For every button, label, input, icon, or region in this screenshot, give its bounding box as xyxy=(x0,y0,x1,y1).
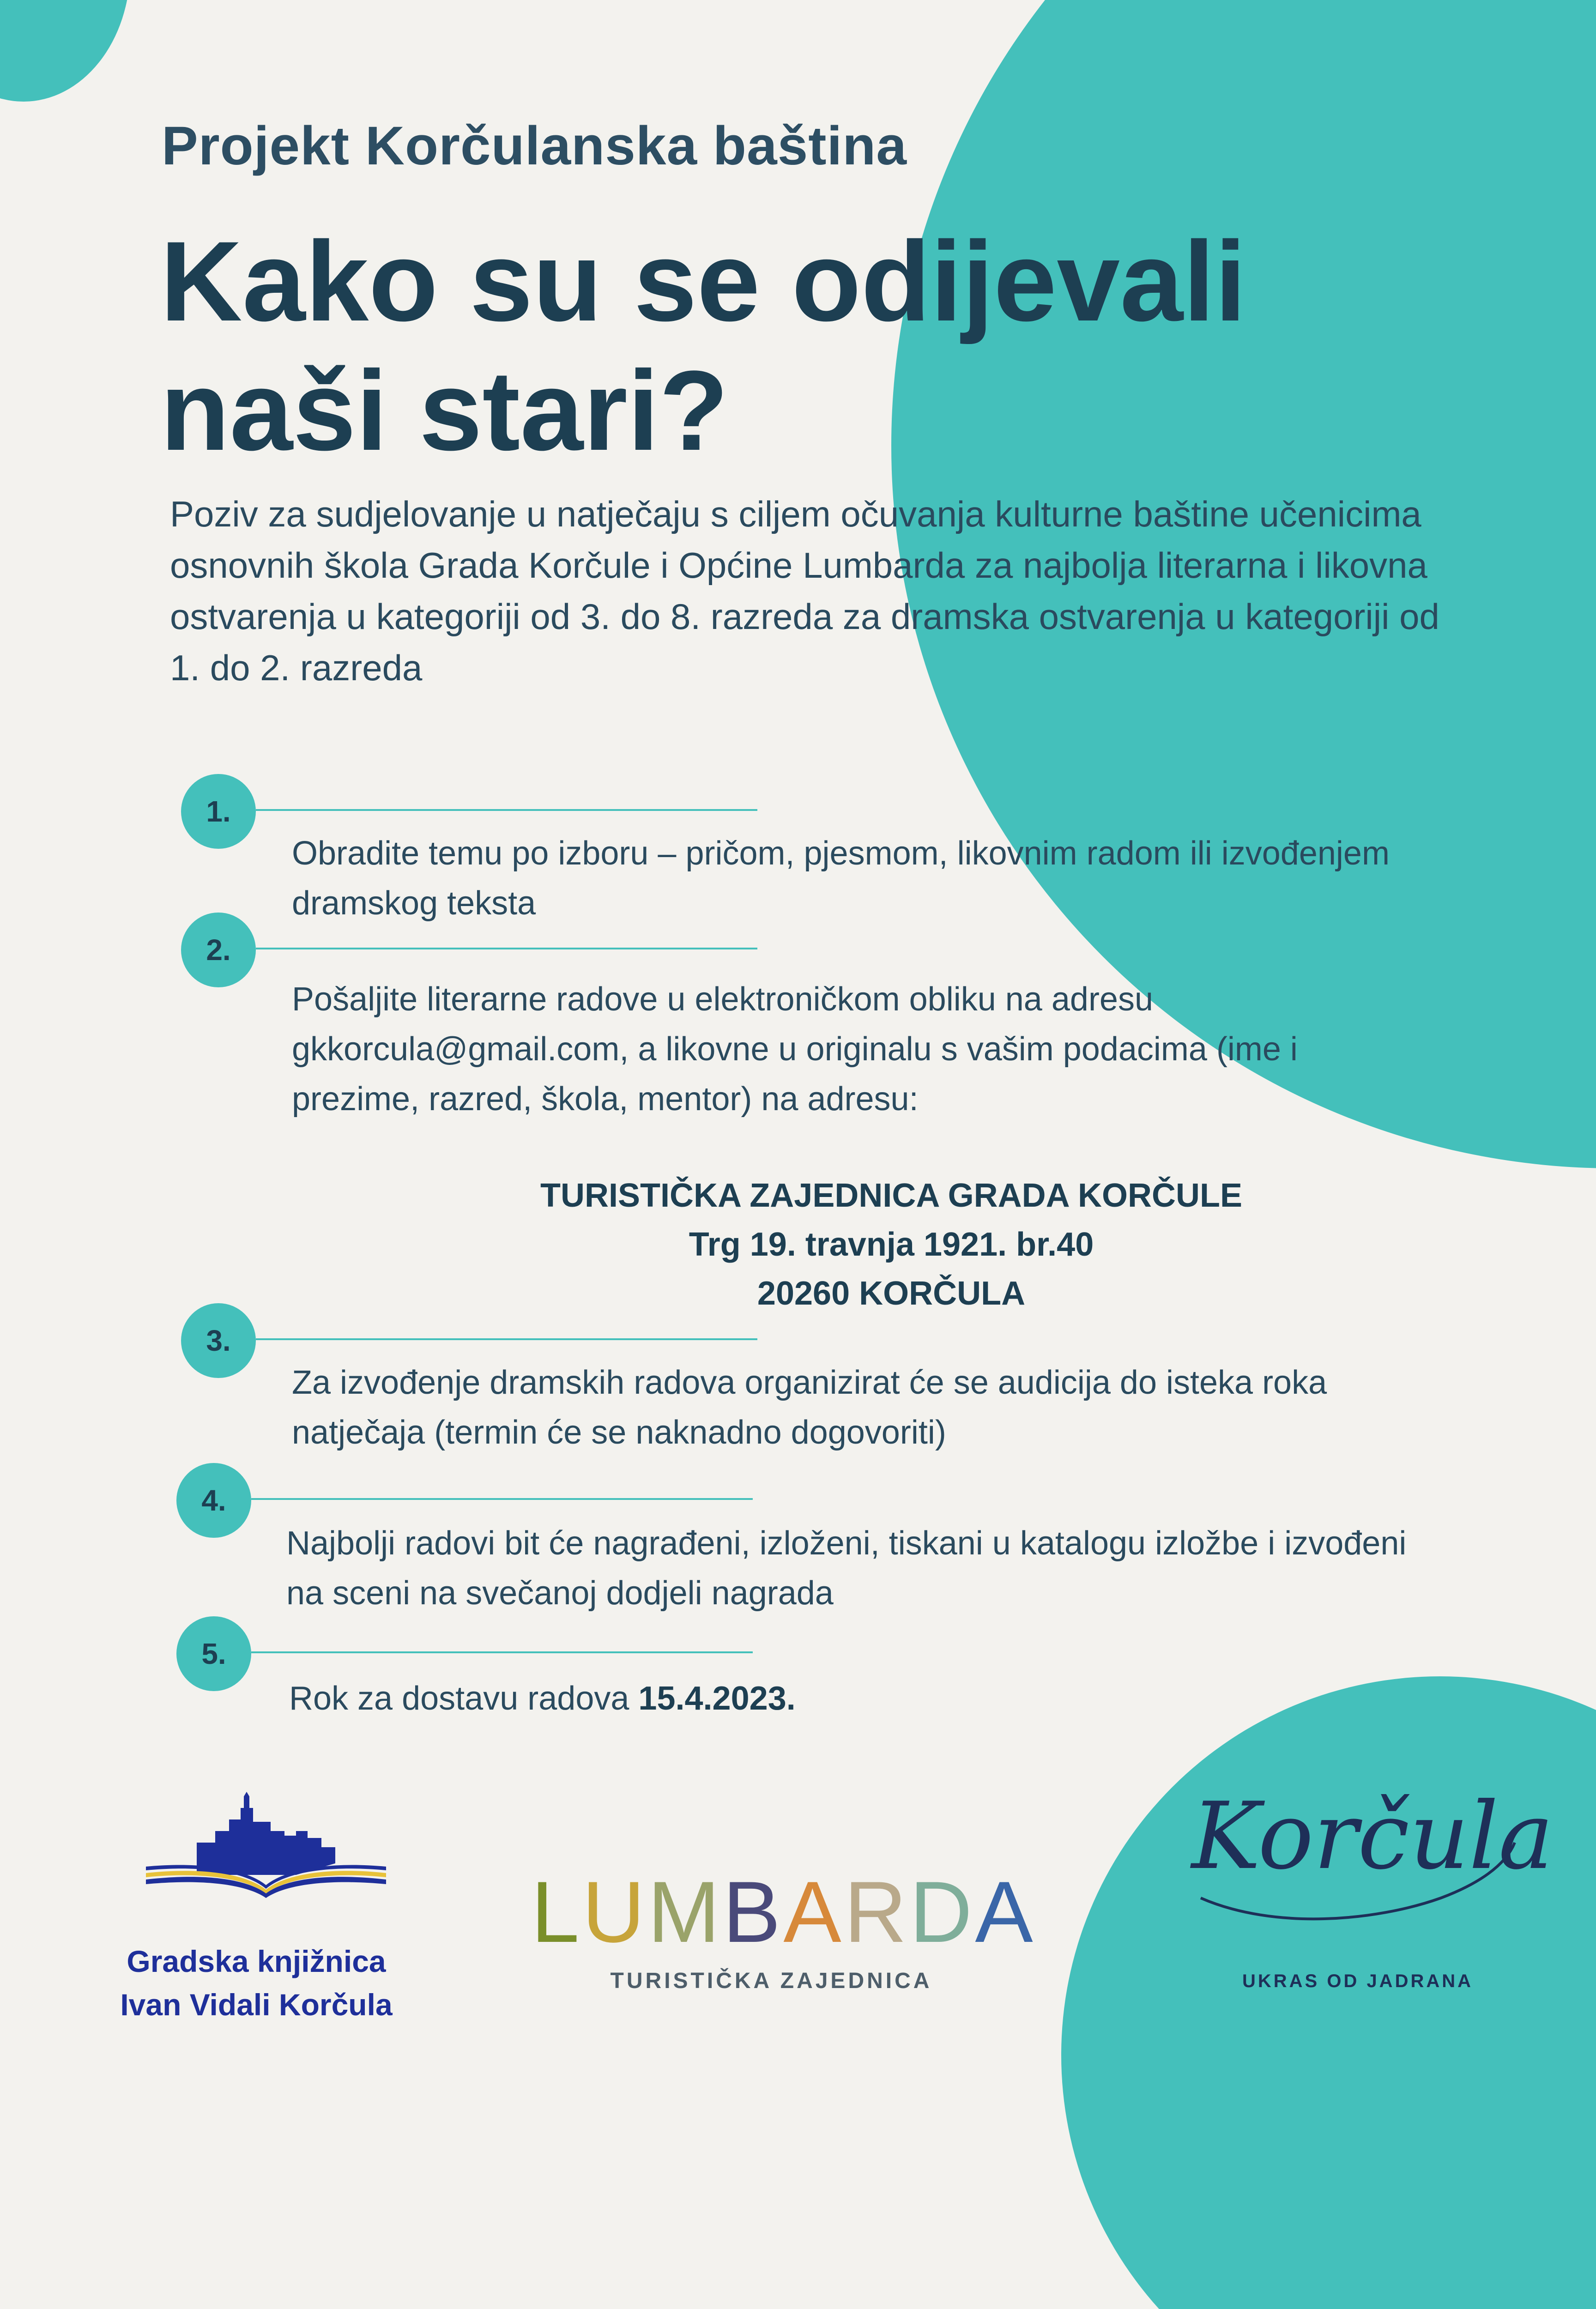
korcula-logo: Korčula xyxy=(1191,1783,1554,1890)
library-name-line-2: Ivan Vidali Korčula xyxy=(120,1988,393,2022)
korcula-subtitle: UKRAS OD JADRANA xyxy=(1242,1971,1474,1991)
library-logo-icon xyxy=(137,1787,395,1926)
address-line-1: TURISTIČKA ZAJEDNICA GRADA KORČULE xyxy=(540,1177,1242,1214)
postal-address xyxy=(416,1171,1367,1318)
step-4-badge: 4. xyxy=(176,1463,251,1538)
step-3-badge: 3. xyxy=(181,1303,256,1378)
step-1-badge: 1. xyxy=(181,774,256,849)
intro-paragraph: Poziv za sudjelovanje u natječaju s ciljem očuvanja kulturne baštine učenicima osnovnih škola Grada Korčule i Općine Lumbarda za najbolja literarna i likovna ostvarenja u kategoriji od 3. do 8. razreda za dramska ostvarenja u kategoriji od 1. do 2. razreda xyxy=(170,494,1439,688)
step-5-badge: 5. xyxy=(176,1616,251,1691)
step-4-text: Najbolji radovi bit će nagrađeni, izloženi, tiskani u katalogu izložbe i izvođeni na sceni na svečanoj dodjeli nagrada xyxy=(286,1525,1407,1612)
lumbarda-letter: A xyxy=(783,1863,844,1960)
step-2-line xyxy=(256,948,757,949)
lumbarda-subtitle: TURISTIČKA ZAJEDNICA xyxy=(610,1969,932,1993)
library-name xyxy=(92,1940,420,2026)
lumbarda-letter: D xyxy=(909,1863,975,1960)
page-title xyxy=(160,217,1361,476)
lumbarda-letter: B xyxy=(722,1863,784,1960)
lumbarda-letter: A xyxy=(975,1863,1036,1960)
address-line-2: Trg 19. travnja 1921. br.40 xyxy=(689,1226,1094,1263)
decorative-circle-bottom-right xyxy=(1061,1676,1596,2309)
decorative-circle-top-left xyxy=(0,0,130,102)
step-1-line xyxy=(256,809,757,811)
lumbarda-letter: L xyxy=(531,1863,582,1960)
address-line-3: 20260 KORČULA xyxy=(757,1275,1026,1312)
step-3-text: Za izvođenje dramskih radova organizirat će se audicija do isteka roka natječaja (termin će se naknadno dogovoriti) xyxy=(292,1364,1327,1451)
lumbarda-letter: R xyxy=(844,1863,910,1960)
step-5-text xyxy=(289,1674,1444,1723)
headline-line-1: Kako su se odijevali xyxy=(160,218,1246,345)
step-4-line xyxy=(251,1498,753,1500)
deadline-date: 15.4.2023. xyxy=(638,1680,796,1717)
library-name-line-1: Gradska knjižnica xyxy=(127,1944,386,1978)
step-2-text: Pošaljite literarne radove u elektroničkom obliku na adresu gkkorcula@gmail.com, a likovne u originalu s vašim podacima (ime i prezime, razred, škola, mentor) na adresu: xyxy=(292,981,1298,1118)
headline-line-2: naši stari? xyxy=(160,347,729,474)
step-1-text: Obradite temu po izboru – pričom, pjesmom, likovnim radom ili izvođenjem dramskog teksta xyxy=(292,835,1390,922)
lumbarda-letter: U xyxy=(582,1863,648,1960)
deadline-label: Rok za dostavu radova xyxy=(289,1680,639,1717)
step-3-line xyxy=(256,1338,757,1340)
step-2-badge: 2. xyxy=(181,913,256,987)
lumbarda-letter: M xyxy=(647,1863,723,1960)
project-title: Projekt Korčulanska baština xyxy=(162,115,907,176)
lumbarda-logo xyxy=(531,1862,1036,1962)
step-5-line xyxy=(251,1651,753,1653)
